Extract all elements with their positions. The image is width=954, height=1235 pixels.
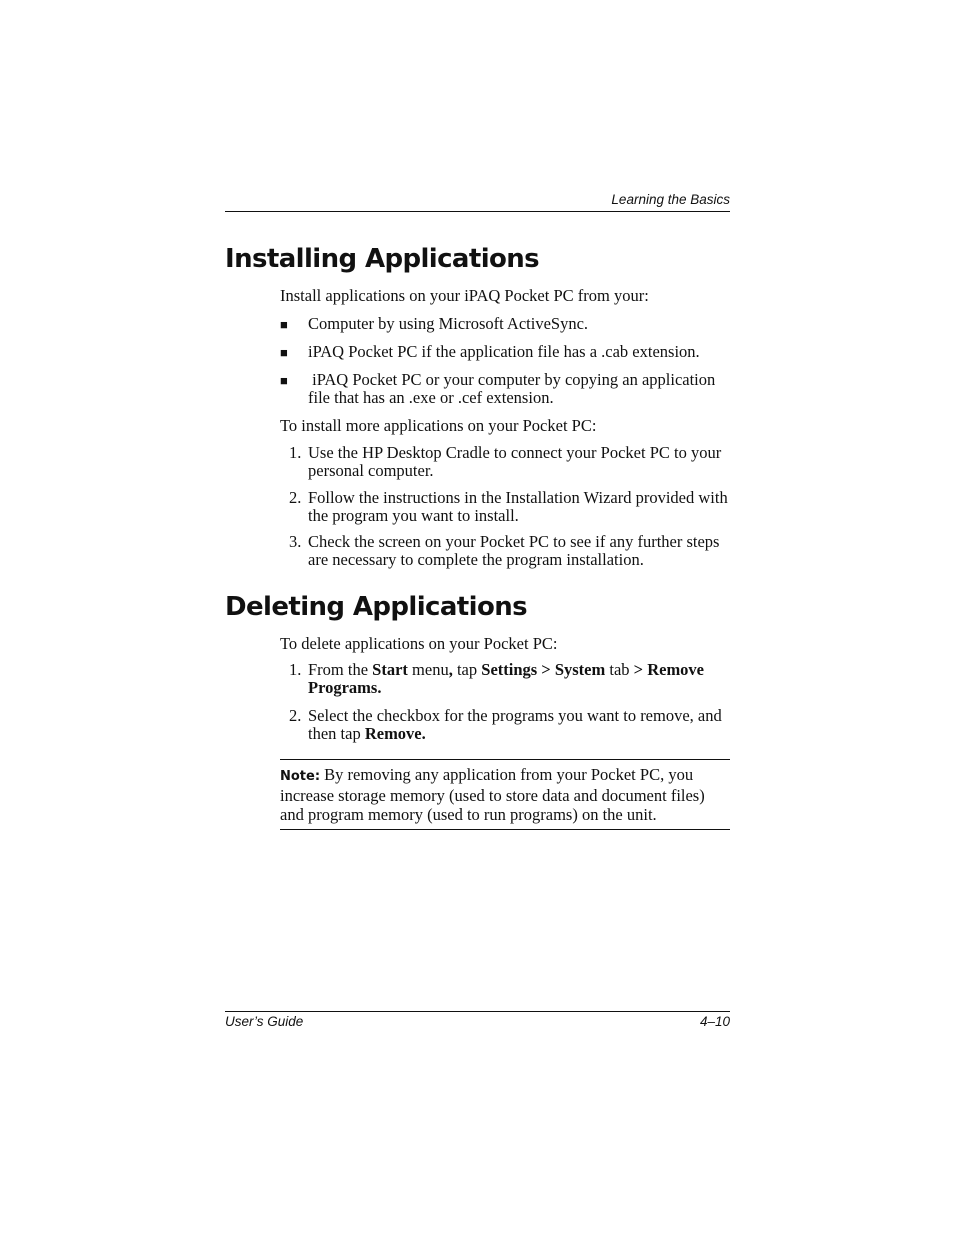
step-text xyxy=(308,661,730,697)
note-text: By removing any application from your Pocket PC, you increase storage memory (used to store data and document files) and program memory (used to run programs) on the unit. xyxy=(280,765,705,824)
bullet-square-icon: ■ xyxy=(280,345,288,360)
step-text: Check the screen on your Pocket PC to see if any further steps are necessary to complete the program installation. xyxy=(308,532,720,569)
installing-intro: Install applications on your iPAQ Pocket PC from your: xyxy=(280,286,649,305)
step-text-bold: Start xyxy=(372,660,408,679)
step-text xyxy=(308,707,730,743)
heading-installing-applications: Installing Applications xyxy=(225,244,540,274)
step-text-bold: > Remove Programs. xyxy=(308,660,705,697)
step-text-part: menu xyxy=(407,660,449,679)
footer xyxy=(225,1013,730,1031)
step-text: Use the HP Desktop Cradle to connect your Pocket PC to your personal computer. xyxy=(308,443,722,480)
footer-rule xyxy=(225,1011,730,1012)
installing-steps-intro: To install more applications on your Pocket PC: xyxy=(280,416,597,435)
step-text-part: Select the checkbox for the programs you want to remove, and then tap xyxy=(308,706,722,743)
step-text-part: tap xyxy=(452,660,482,679)
bullet-square-icon: ■ xyxy=(280,317,288,332)
step-text-part: tab xyxy=(605,660,634,679)
bullet-square-icon: ■ xyxy=(280,373,288,388)
header-rule xyxy=(225,211,730,212)
bullet-text: iPAQ Pocket PC if the application file has a .cab extension. xyxy=(308,342,700,361)
step-text-bold: , xyxy=(448,660,453,679)
step-text-bold: Settings > System xyxy=(481,660,606,679)
step-number: 3. xyxy=(289,532,302,551)
deleting-intro: To delete applications on your Pocket PC: xyxy=(280,634,558,653)
running-header: Learning the Basics xyxy=(611,192,730,207)
bullet-text: Computer by using Microsoft ActiveSync. xyxy=(308,314,589,333)
note-top-rule xyxy=(280,759,730,760)
step-text: Follow the instructions in the Installation Wizard provided with the program you want to install. xyxy=(308,488,728,525)
step-number: 2. xyxy=(289,706,302,725)
footer-guide-title: User’s Guide xyxy=(225,1014,304,1029)
bullet-text: iPAQ Pocket PC or your computer by copying an application file that has an .exe or .cef extension. xyxy=(308,370,720,407)
step-number: 1. xyxy=(289,443,302,462)
step-text-part: From the xyxy=(308,660,373,679)
note-label: Note: xyxy=(280,769,321,784)
step-number: 2. xyxy=(289,488,302,507)
note-box xyxy=(280,765,730,824)
step-text-bold: Remove. xyxy=(364,724,426,743)
step-number: 1. xyxy=(289,660,302,679)
heading-deleting-applications: Deleting Applications xyxy=(225,592,527,622)
note-bottom-rule xyxy=(280,829,730,830)
page-number: 4–10 xyxy=(699,1014,730,1029)
